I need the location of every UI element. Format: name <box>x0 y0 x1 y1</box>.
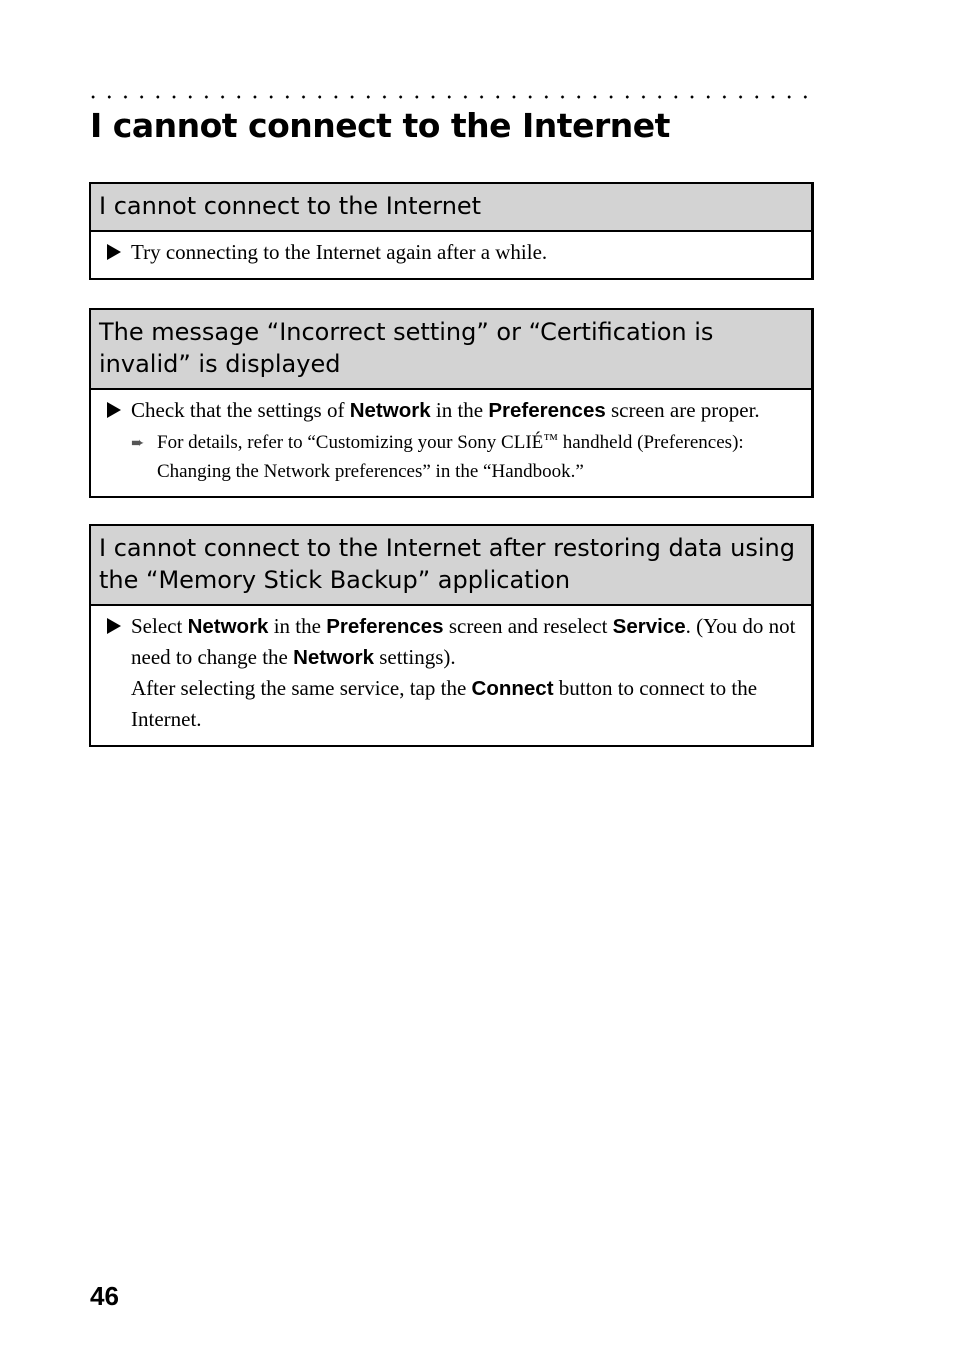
step-text: Try connecting to the Internet again after a while. <box>131 240 548 264</box>
service-label: Service <box>612 615 686 638</box>
note-text: handheld (Preferences): Changing the Network preferences” in the “Handbook.” <box>157 432 744 482</box>
network-label: Network <box>187 615 269 638</box>
reference-note <box>131 426 807 486</box>
section-cannot-connect <box>89 182 814 280</box>
page-title: I cannot connect to the Internet <box>90 106 670 145</box>
section-incorrect-setting <box>89 308 814 498</box>
step-text: screen are proper. <box>611 398 760 422</box>
section-heading: I cannot connect to the Internet after restoring data using the “Memory Stick Backup” application <box>91 526 811 606</box>
triangle-bullet-icon <box>107 402 121 418</box>
page-number: 46 <box>90 1281 119 1311</box>
step-line <box>131 395 807 426</box>
dotted-rule <box>91 90 807 104</box>
connect-label: Connect <box>471 677 554 700</box>
triangle-bullet-icon <box>107 244 121 260</box>
step-text: Check that the settings of <box>131 398 345 422</box>
section-heading: The message “Incorrect setting” or “Certification is invalid” is displayed <box>91 310 811 390</box>
trademark-symbol: ™ <box>543 432 558 448</box>
section-heading: I cannot connect to the Internet <box>91 184 811 232</box>
step-text: Select Network in the Preferences screen and reselect Service. (You do not need to change the Network settings). <box>131 614 796 669</box>
network-label: Network <box>293 646 374 669</box>
arrow-right-icon: ➨ <box>131 433 145 452</box>
preferences-label: Preferences <box>326 615 444 638</box>
note-text: For details, refer to “Customizing your Sony CLIÉ <box>157 432 544 453</box>
section-memory-stick-backup <box>89 524 814 747</box>
step-text: in the <box>435 398 484 422</box>
step-text: After selecting the same service, tap the Connect button to connect to the Internet. <box>131 676 758 731</box>
triangle-bullet-icon <box>107 618 121 634</box>
network-label: Network <box>349 399 431 422</box>
preferences-label: Preferences <box>488 399 606 422</box>
section-body <box>91 390 811 496</box>
section-body <box>91 606 811 745</box>
section-body <box>91 232 811 278</box>
